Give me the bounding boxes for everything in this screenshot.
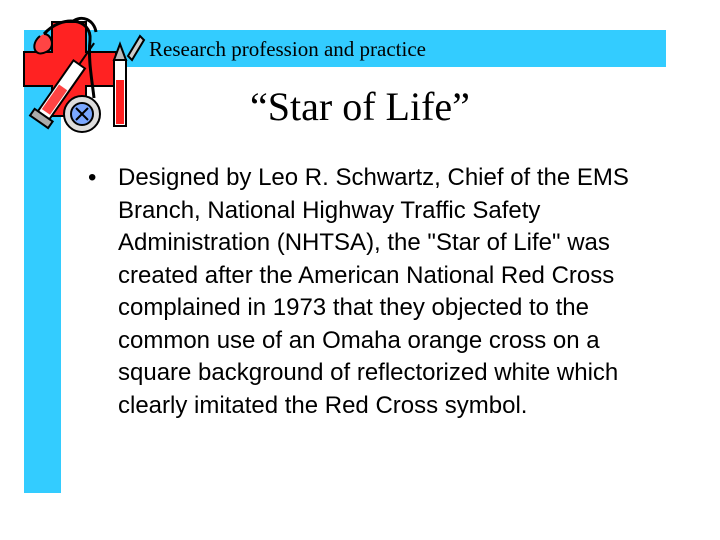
slide-title: “Star of Life” bbox=[250, 84, 470, 129]
bullet-list bbox=[88, 162, 678, 422]
header-title: Research profession and practice bbox=[149, 37, 426, 61]
bullet-text: Designed by Leo R. Schwartz, Chief of the EMS Branch, National Highway Traffic Safety Administration (NHTSA), the "Star of Life" was created after the American National Red Cross complained in 1973 that they objected to the common use of an Omaha orange cross on a square background of reflectorized white which clearly imitated the Red Cross symbol. bbox=[118, 164, 629, 419]
bullet-marker: • bbox=[88, 164, 97, 191]
bullet-item bbox=[88, 162, 678, 422]
